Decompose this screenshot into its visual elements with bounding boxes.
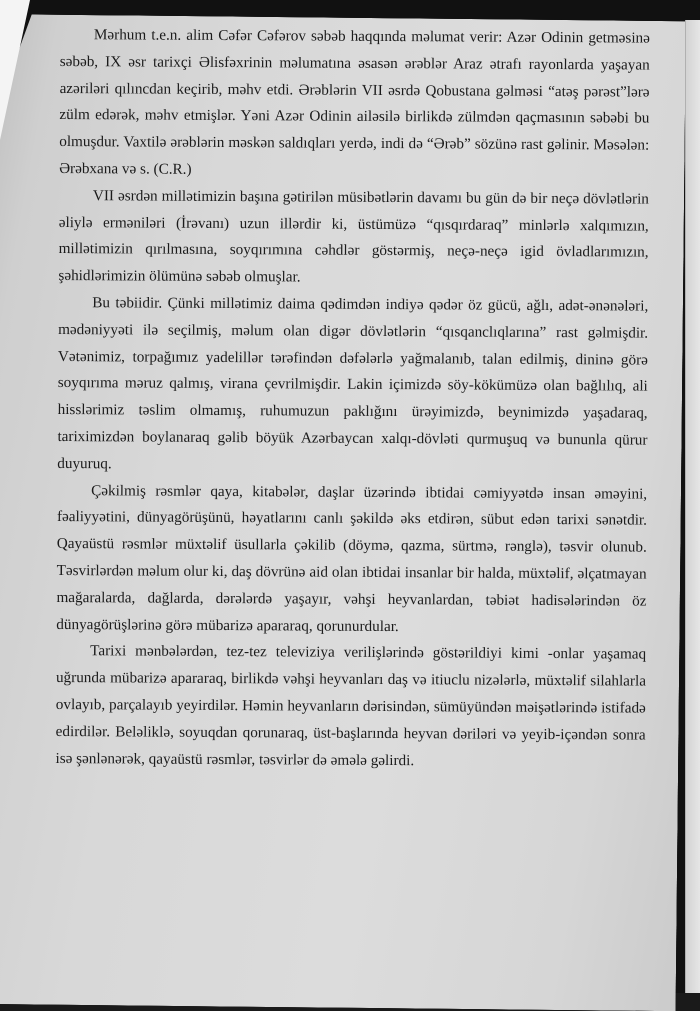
paragraph-5: Tarixi mənbələrdən, tez-tez televiziya verilişlərində göstərildiyi kimi -onlar yaşamaq uğrunda mübarizə apararaq, birlikdə vəhşi heyvanları daş və itiuclu nizələrlə, müxtəlif silahlarla ovlayıb, parçalayıb yeyirdilər. Həmin heyvanların dərisindən, sümüyündən məişətlərində istifadə edirdilər. Beləliklə, soyuqdan qorunaraq, üst-başlarında heyvan dəriləri və yeyib-içəndən sonra isə şənlənərək, qayaüstü rəsmlər, təsvirlər də əmələ gəlirdi. (55, 642, 647, 769)
paragraph-2: VII əsrdən millətimizin başına gətirilən müsibətlərin davamı bu gün də bir neçə dövlətlərin əliylə erməniləri (İrəvanı) uzun illərdir ki, üstümüzə “qısqırdaraq” minlərlə xalqımızın, millətimizin qırılmasına, soyqırımına cəhdlər göstərmiş, neçə-neçə igid övladlarımızın, şəhidlərimizin ölümünə səbəb olmuşlar. (58, 186, 649, 286)
underlying-page-corner (0, 0, 30, 140)
document-body (55, 22, 650, 776)
paragraph-4: Çəkilmiş rəsmlər qaya, kitabələr, daşlar üzərində ibtidai cəmiyyətdə insan əməyini, fəaliyyətini, dünyagörüşünü, həyatlarını canlı şəkildə əks etdirən, sübut edən tarixi sənətdir. Qayaüstü rəsmlər müxtəlif üsullarla çəkilib (döymə, qazma, sürtmə, rənglə), təsvir olunub. Təsvirlərdən məlum olur ki, daş dövrünə aid olan ibtidai insanlar bir halda, müxtəlif, əlçatmayan mağaralarda, dağlarda, dərələrdə yaşayır, vəhşi heyvanlardan, təbiət hadisələrindən öz dünyagörüşlərinə görə mübarizə apararaq, qorunurdular. (56, 481, 648, 635)
paragraph-1: Mərhum t.e.n. alim Cəfər Cəfərov səbəb haqqında məlumat verir: Azər Odinin getməsinə səbəb, IX əsr tarixçi Əlisfəxrinin məlumatına əsasən ərəblər Araz ətrafı rayonlarda yaşayan azəriləri qılıncdan keçirib, məhv etdi. Ərəblərin VII əsrdə Qobustana gəlməsi “atəş pərəst”lərə zülm edərək, məhv etmişlər. Yəni Azər Odinin ailəsilə birlikdə zülmdən qaçmasının səbəbi bu olmuşdur. Vaxtilə ərəblərin məskən saldıqları yerdə, indi də “Ərəb” sözünə rast gəlinir. Məsələn: Ərəbxana və s. (C.R.) (59, 26, 650, 178)
page-edge (685, 20, 700, 993)
paragraph-3: Bu təbiidir. Çünki millətimiz daima qədimdən indiyə qədər öz gücü, ağlı, adət-ənənələri, mədəniyyəti ilə seçilmiş, məlum olan digər dövlətlərin “qısqanclıqlarına” rast gəlmişdir. Vətənimiz, torpağımız yadelillər tərəfindən dəfələrlə yağmalanıb, talan edilmiş, dininə görə soyqırıma məruz qalmış, virana çevrilmişdir. Lakin içimizdə söy-kökümüzə olan bağlılıq, ali hisslərimiz təslim olmamış, ruhumuzun paklığını ürəyimizdə, beynimizdə yaşadaraq, tariximizdən boylanaraq gəlib böyük Azərbaycan xalqı-dövləti qurmuşuq və bununla qürur duyuruq. (57, 294, 649, 473)
